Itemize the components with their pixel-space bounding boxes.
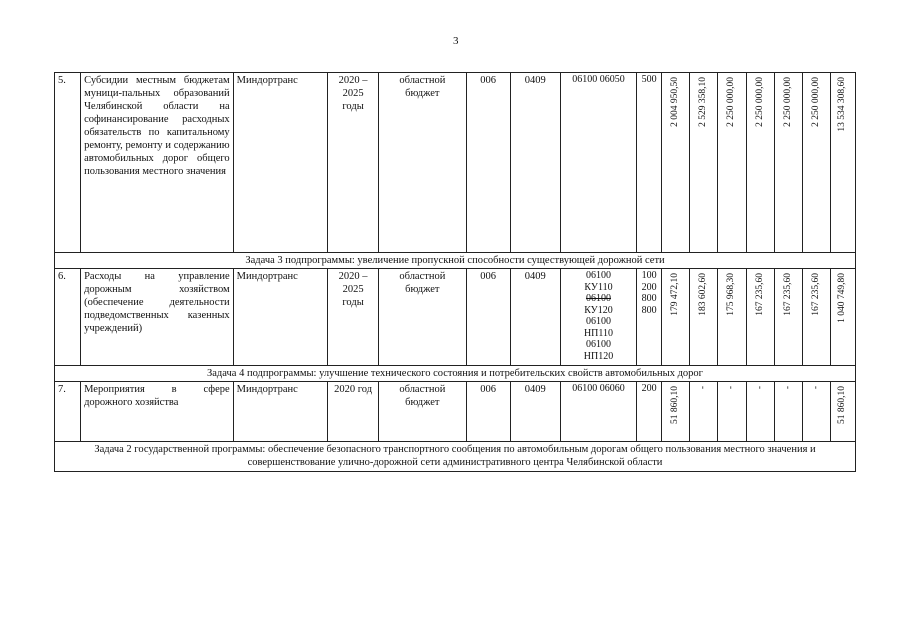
subprogram-task-4: Задача 4 подпрограммы: улучшение технического состояния и потребительских свойств автомобильных дорог — [55, 366, 856, 382]
amount-2025: 167 235,60 — [802, 269, 830, 366]
funding-source: областной бюджет — [379, 382, 466, 442]
table-row — [55, 269, 856, 366]
amount-2020: 51 860,10 — [662, 382, 690, 442]
period: 2020 – 2025 годы — [328, 269, 379, 366]
table-row — [55, 382, 856, 442]
measure-name: Субсидии местным бюджетам муници-пальных образований Челябинской области на софинансирование расходных обязательств по капитальному ремонту, ремонту и содержанию автомобильных дорог общего пользования местного значения — [81, 73, 234, 253]
amount-2020: 179 472,10 — [662, 269, 690, 366]
expense-type-code: 500 — [637, 73, 662, 253]
row-number: 6. — [55, 269, 81, 366]
amount-2020: 2 004 950,50 — [662, 73, 690, 253]
row-number: 5. — [55, 73, 81, 253]
amount-2023: - — [746, 382, 774, 442]
amount-total: 51 860,10 — [830, 382, 855, 442]
funding-source: областной бюджет — [379, 73, 466, 253]
section-code: 0409 — [510, 269, 560, 366]
program-table — [54, 72, 856, 472]
funding-source: областной бюджет — [379, 269, 466, 366]
amount-2023: 167 235,60 — [746, 269, 774, 366]
executor: Миндортранс — [233, 73, 327, 253]
grbs-code: 006 — [466, 382, 510, 442]
amount-2024: - — [774, 382, 802, 442]
amount-2021: 2 529 358,10 — [690, 73, 718, 253]
row-number: 7. — [55, 382, 81, 442]
target-code: 06100 КУ110 06100 КУ120 06100 НП110 06100 НП120 — [560, 269, 636, 366]
expense-type-code: 200 — [637, 382, 662, 442]
executor: Миндортранс — [233, 382, 327, 442]
section-code: 0409 — [510, 73, 560, 253]
amount-total: 13 534 308,60 — [830, 73, 855, 253]
period: 2020 год — [328, 382, 379, 442]
expense-type-code: 100 200 800 800 — [637, 269, 662, 366]
amount-2022: 175 968,30 — [718, 269, 746, 366]
amount-2021: - — [690, 382, 718, 442]
measure-name: Мероприятия в сфере дорожного хозяйства — [81, 382, 234, 442]
executor: Миндортранс — [233, 269, 327, 366]
section-code: 0409 — [510, 382, 560, 442]
target-code: 06100 06060 — [560, 382, 636, 442]
amount-2024: 2 250 000,00 — [774, 73, 802, 253]
amount-2021: 183 602,60 — [690, 269, 718, 366]
period: 2020 – 2025 годы — [328, 73, 379, 253]
amount-total: 1 040 749,80 — [830, 269, 855, 366]
grbs-code: 006 — [466, 269, 510, 366]
amount-2025: - — [802, 382, 830, 442]
grbs-code: 006 — [466, 73, 510, 253]
amount-2022: - — [718, 382, 746, 442]
state-program-task-2: Задача 2 государственной программы: обеспечение безопасного транспортного сообщения по автомобильным дорогам общего пользования местного значения и совершенствование улично-дорожной сети административного центра Челябинской области — [55, 442, 856, 472]
measure-name: Расходы на управление дорожным хозяйством (обеспечение деятельности подведомственных казенных учреждений) — [81, 269, 234, 366]
table-row — [55, 73, 856, 253]
target-code: 06100 06050 — [560, 73, 636, 253]
page-number: 3 — [453, 35, 459, 47]
amount-2024: 167 235,60 — [774, 269, 802, 366]
amount-2023: 2 250 000,00 — [746, 73, 774, 253]
amount-2022: 2 250 000,00 — [718, 73, 746, 253]
subprogram-task-3: Задача 3 подпрограммы: увеличение пропускной способности существующей дорожной сети — [55, 253, 856, 269]
amount-2025: 2 250 000,00 — [802, 73, 830, 253]
